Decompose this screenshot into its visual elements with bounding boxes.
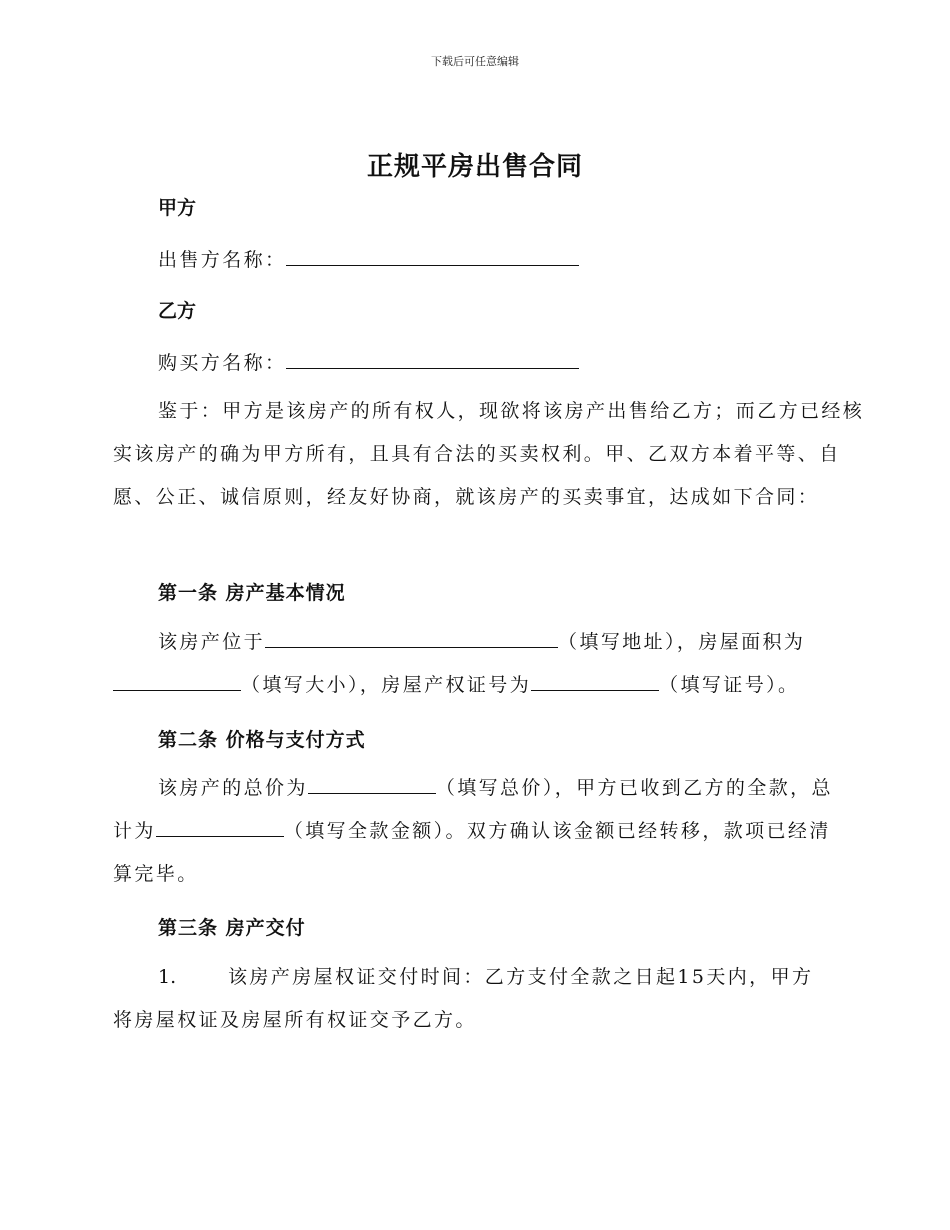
- buyer-name-label: 购买方名称：: [158, 352, 287, 374]
- certificate-number-blank[interactable]: [531, 674, 659, 691]
- party-a-heading: 甲方: [158, 197, 197, 219]
- item1-text: 该房产房屋权证交付时间：乙方支付全款之日起15天内，甲方将房屋权证及房屋所有权证交予乙方。: [113, 966, 814, 1031]
- article1-text-1: 该房产位于: [158, 631, 266, 653]
- article3-item1: [113, 956, 833, 1042]
- preamble-text: 鉴于：甲方是该房产的所有权人，现欲将该房产出售给乙方；而乙方已经核实该房产的确为甲方所有，且具有合法的买卖权利。甲、乙双方本着平等、自愿、公正、诚信原则，经友好协商，就该房产的买卖事宜，达成如下合同：: [113, 400, 865, 508]
- party-b-heading: 乙方: [158, 300, 197, 322]
- article2-heading: 第二条 价格与支付方式: [158, 729, 366, 751]
- full-payment-blank[interactable]: [156, 820, 284, 837]
- document-title: 正规平房出售合同: [366, 152, 583, 182]
- item1-number: 1.: [158, 966, 177, 988]
- buyer-name-blank[interactable]: [286, 352, 579, 369]
- area-blank[interactable]: [113, 674, 241, 691]
- buyer-name-line: [158, 348, 579, 375]
- seller-name-blank[interactable]: [286, 249, 579, 266]
- article2-paragraph: [113, 767, 833, 896]
- article2-text-3: （填写全款金额）。双方确认该金额已经转移，款项已经清算完毕。: [113, 820, 831, 885]
- article1-text-4: （填写证号）。: [659, 674, 800, 696]
- article1-heading: 第一条 房产基本情况: [158, 582, 346, 604]
- article1-paragraph: [113, 621, 833, 707]
- header-note: 下载后可任意编辑: [431, 55, 519, 68]
- address-blank[interactable]: [265, 631, 558, 648]
- seller-name-line: [158, 245, 579, 272]
- seller-name-label: 出售方名称：: [158, 249, 287, 271]
- article1-text-2: （填写地址），房屋面积为: [558, 631, 806, 653]
- article2-text-2: （填写总价），甲方已收到乙方的全款，总计为: [113, 777, 833, 842]
- preamble-paragraph: [113, 390, 878, 519]
- article2-text-1: 该房产的总价为: [158, 777, 308, 799]
- article1-text-3: （填写大小），房屋产权证号为: [241, 674, 532, 696]
- total-price-blank[interactable]: [308, 777, 436, 794]
- article3-heading: 第三条 房产交付: [158, 917, 306, 939]
